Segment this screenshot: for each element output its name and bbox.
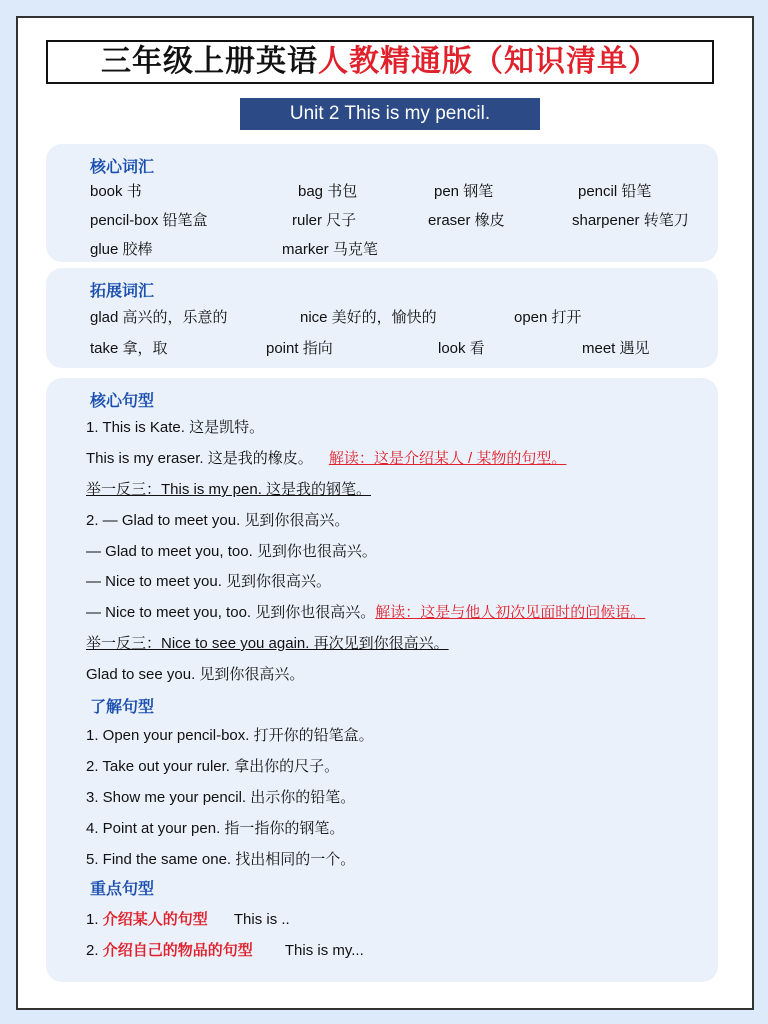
learn-line: 1. Open your pencil-box. 打开你的铅笔盒。	[86, 727, 374, 744]
key-number: 1.	[86, 911, 103, 928]
example-line: 举一反三：This is my pen. 这是我的钢笔。	[86, 481, 372, 498]
vocab-word: pencil 铅笔	[578, 183, 652, 200]
ext-word: look 看	[438, 340, 485, 357]
learn-sentences-heading: 了解句型	[90, 699, 155, 716]
core-sentences-heading: 核心句型	[90, 393, 155, 410]
key-label: 介绍自己的物品的句型	[102, 942, 253, 959]
key-example: This is ..	[233, 911, 290, 928]
learn-line: 2. Take out your ruler. 拿出你的尺子。	[86, 758, 340, 775]
ext-word: point 指向	[266, 340, 333, 357]
ext-word: nice 美好的，愉快的	[300, 309, 437, 326]
sentence-line	[86, 447, 566, 468]
unit-banner: Unit 2 This is my pencil.	[240, 98, 540, 130]
page-frame	[16, 16, 754, 1010]
key-sentences-heading: 重点句型	[90, 881, 155, 898]
learn-line: 5. Find the same one. 找出相同的一个。	[86, 851, 356, 868]
key-number: 2.	[86, 942, 103, 959]
key-label: 介绍某人的句型	[102, 911, 208, 928]
title-black: 三年级上册英语	[101, 45, 318, 78]
sentence-text: — Nice to meet you, too. 见到你也很高兴。	[86, 604, 376, 621]
ext-word: open 打开	[514, 309, 582, 326]
ext-vocab-card	[46, 268, 718, 368]
sentence-line: 2. — Glad to meet you. 见到你很高兴。	[86, 512, 350, 529]
vocab-word: book 书	[90, 183, 142, 200]
core-vocab-card	[46, 144, 718, 262]
key-example: This is my...	[284, 942, 364, 959]
vocab-word: pen 钢笔	[434, 183, 494, 200]
key-line	[86, 908, 290, 929]
sentence-line: — Nice to meet you. 见到你很高兴。	[86, 573, 332, 590]
ext-word: meet 遇见	[582, 340, 650, 357]
vocab-word: marker 马克笔	[282, 241, 378, 258]
title-red: 人教精通版（知识清单）	[318, 45, 659, 78]
vocab-word: pencil-box 铅笔盒	[90, 212, 208, 229]
sentence-text: This is my eraser. 这是我的橡皮。	[86, 450, 313, 467]
key-line	[86, 939, 364, 960]
page-title	[46, 40, 714, 84]
ext-word: take 拿，取	[90, 340, 168, 357]
interpretation-note: 解读：这是介绍某人 / 某物的句型。	[328, 450, 567, 467]
interpretation-note: 解读：这是与他人初次见面时的问候语。	[375, 604, 646, 621]
vocab-word: glue 胶棒	[90, 241, 153, 258]
core-vocab-heading: 核心词汇	[90, 159, 155, 176]
sentences-card	[46, 378, 718, 982]
ext-vocab-heading: 拓展词汇	[90, 283, 155, 300]
vocab-word: bag 书包	[298, 183, 358, 200]
vocab-word: ruler 尺子	[292, 212, 357, 229]
learn-line: 4. Point at your pen. 指一指你的钢笔。	[86, 820, 345, 837]
vocab-word: sharpener 转笔刀	[572, 212, 689, 229]
sentence-line	[86, 601, 645, 622]
ext-word: glad 高兴的，乐意的	[90, 309, 228, 326]
vocab-word: eraser 橡皮	[428, 212, 505, 229]
learn-line: 3. Show me your pencil. 出示你的铅笔。	[86, 789, 356, 806]
sentence-line: — Glad to meet you, too. 见到你也很高兴。	[86, 543, 377, 560]
example-line: 举一反三：Nice to see you again. 再次见到你很高兴。	[86, 635, 449, 652]
sentence-line: 1. This is Kate. 这是凯特。	[86, 419, 265, 436]
sentence-line: Glad to see you. 见到你很高兴。	[86, 666, 305, 683]
